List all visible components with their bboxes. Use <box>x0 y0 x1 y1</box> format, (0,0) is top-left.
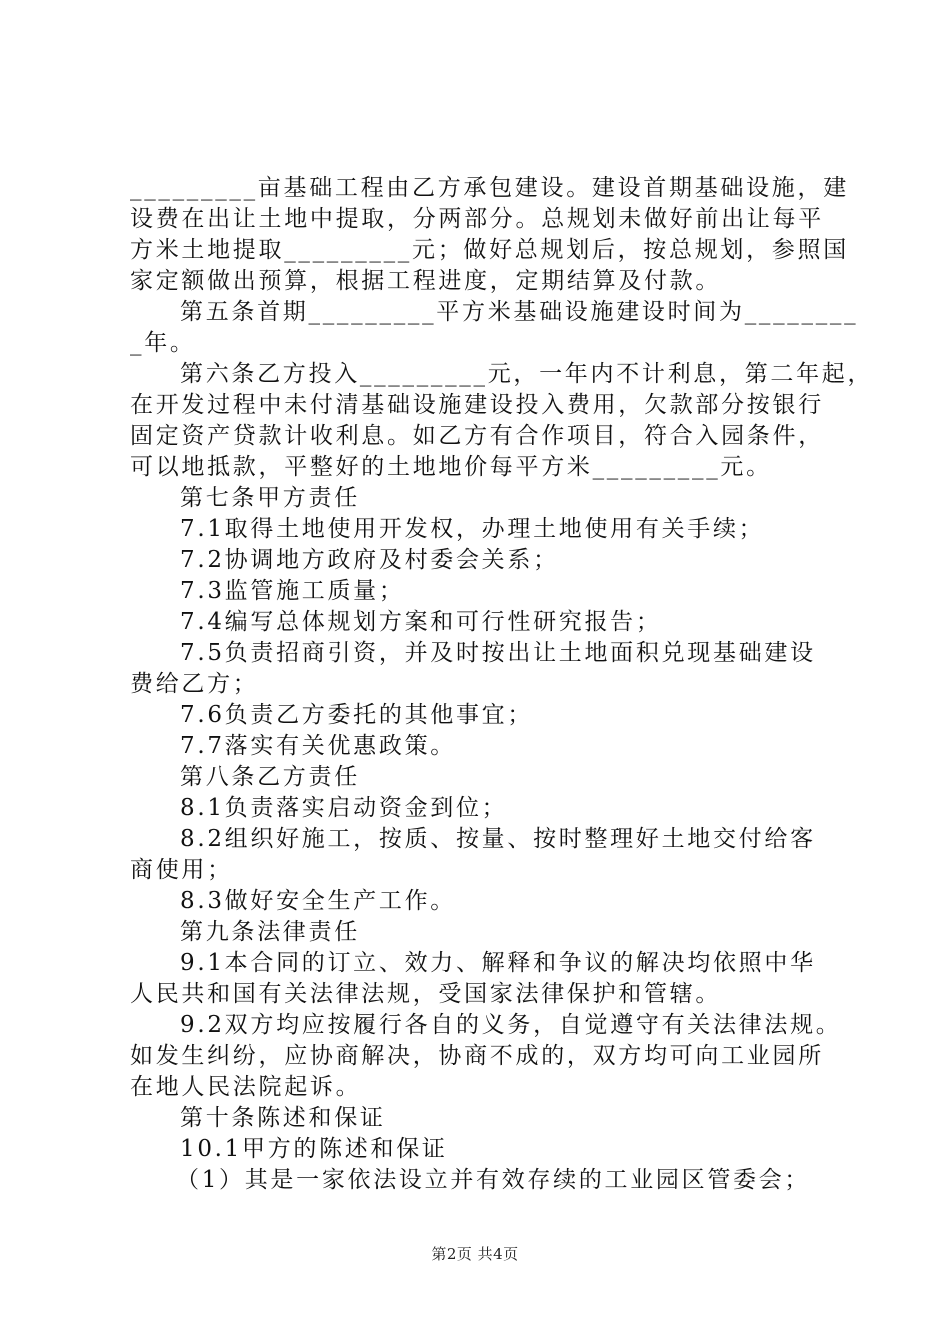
clause-9-2: 9.2双方均应按履行各自的义务，自觉遵守有关法律法规。 <box>180 1012 842 1038</box>
clause-8-2: 8.2组织好施工，按质、按量、按时整理好土地交付给客 <box>180 826 816 852</box>
paragraph-line: 在地人民法院起诉。 <box>130 1074 362 1100</box>
clause-7-1: 7.1取得土地使用开发权，办理土地使用有关手续； <box>180 516 765 542</box>
article-6-line: 第六条乙方投入_________元，一年内不计利息，第二年起， <box>180 361 874 387</box>
page-number: 第2页 共4页 <box>431 1245 519 1263</box>
clause-7-3: 7.3监管施工质量； <box>180 578 405 604</box>
clause-10-1: 10.1甲方的陈述和保证 <box>180 1136 448 1162</box>
paragraph-line: _________亩基础工程由乙方承包建设。建设首期基础设施，建 <box>130 175 849 201</box>
clause-8-3: 8.3做好安全生产工作。 <box>180 888 456 914</box>
article-8-heading: 第八条乙方责任 <box>180 764 360 790</box>
clause-10-1-item-1: （1）其是一家依法设立并有效存续的工业园区管委会； <box>176 1167 811 1193</box>
paragraph-line: 设费在出让土地中提取，分两部分。总规划未做好前出让每平 <box>130 206 824 232</box>
article-7-heading: 第七条甲方责任 <box>180 485 360 511</box>
paragraph-line: 人民共和国有关法律法规，受国家法律保护和管辖。 <box>130 981 722 1007</box>
clause-7-7: 7.7落实有关优惠政策。 <box>180 733 456 759</box>
paragraph-line: 家定额做出预算，根据工程进度，定期结算及付款。 <box>130 268 722 294</box>
clause-7-4: 7.4编写总体规划方案和可行性研究报告； <box>180 609 662 635</box>
paragraph-line: 方米土地提取_________元；做好总规划后，按总规划，参照国 <box>130 237 849 263</box>
paragraph-line: 商使用； <box>130 857 233 883</box>
article-9-heading: 第九条法律责任 <box>180 919 360 945</box>
paragraph-line: 固定资产贷款计收利息。如乙方有合作项目，符合入园条件， <box>130 423 824 449</box>
article-5-line: 第五条首期_________平方米基础设施建设时间为________ <box>180 299 859 325</box>
clause-7-5: 7.5负责招商引资，并及时按出让土地面积兑现基础建设 <box>180 640 816 666</box>
paragraph-line: 可以地抵款，平整好的土地地价每平方米_________元。 <box>130 454 772 480</box>
clause-9-1: 9.1本合同的订立、效力、解释和争议的解决均依照中华 <box>180 950 816 976</box>
clause-7-6: 7.6负责乙方委托的其他事宜； <box>180 702 534 728</box>
clause-8-1: 8.1负责落实启动资金到位； <box>180 795 508 821</box>
article-10-heading: 第十条陈述和保证 <box>180 1105 386 1131</box>
paragraph-line: 费给乙方； <box>130 671 259 697</box>
paragraph-line: 在开发过程中未付清基础设施建设投入费用，欠款部分按银行 <box>130 392 824 418</box>
clause-7-2: 7.2协调地方政府及村委会关系； <box>180 547 559 573</box>
paragraph-line: 如发生纠纷，应协商解决，协商不成的，双方均可向工业园所 <box>130 1043 824 1069</box>
paragraph-line: _年。 <box>130 330 196 356</box>
